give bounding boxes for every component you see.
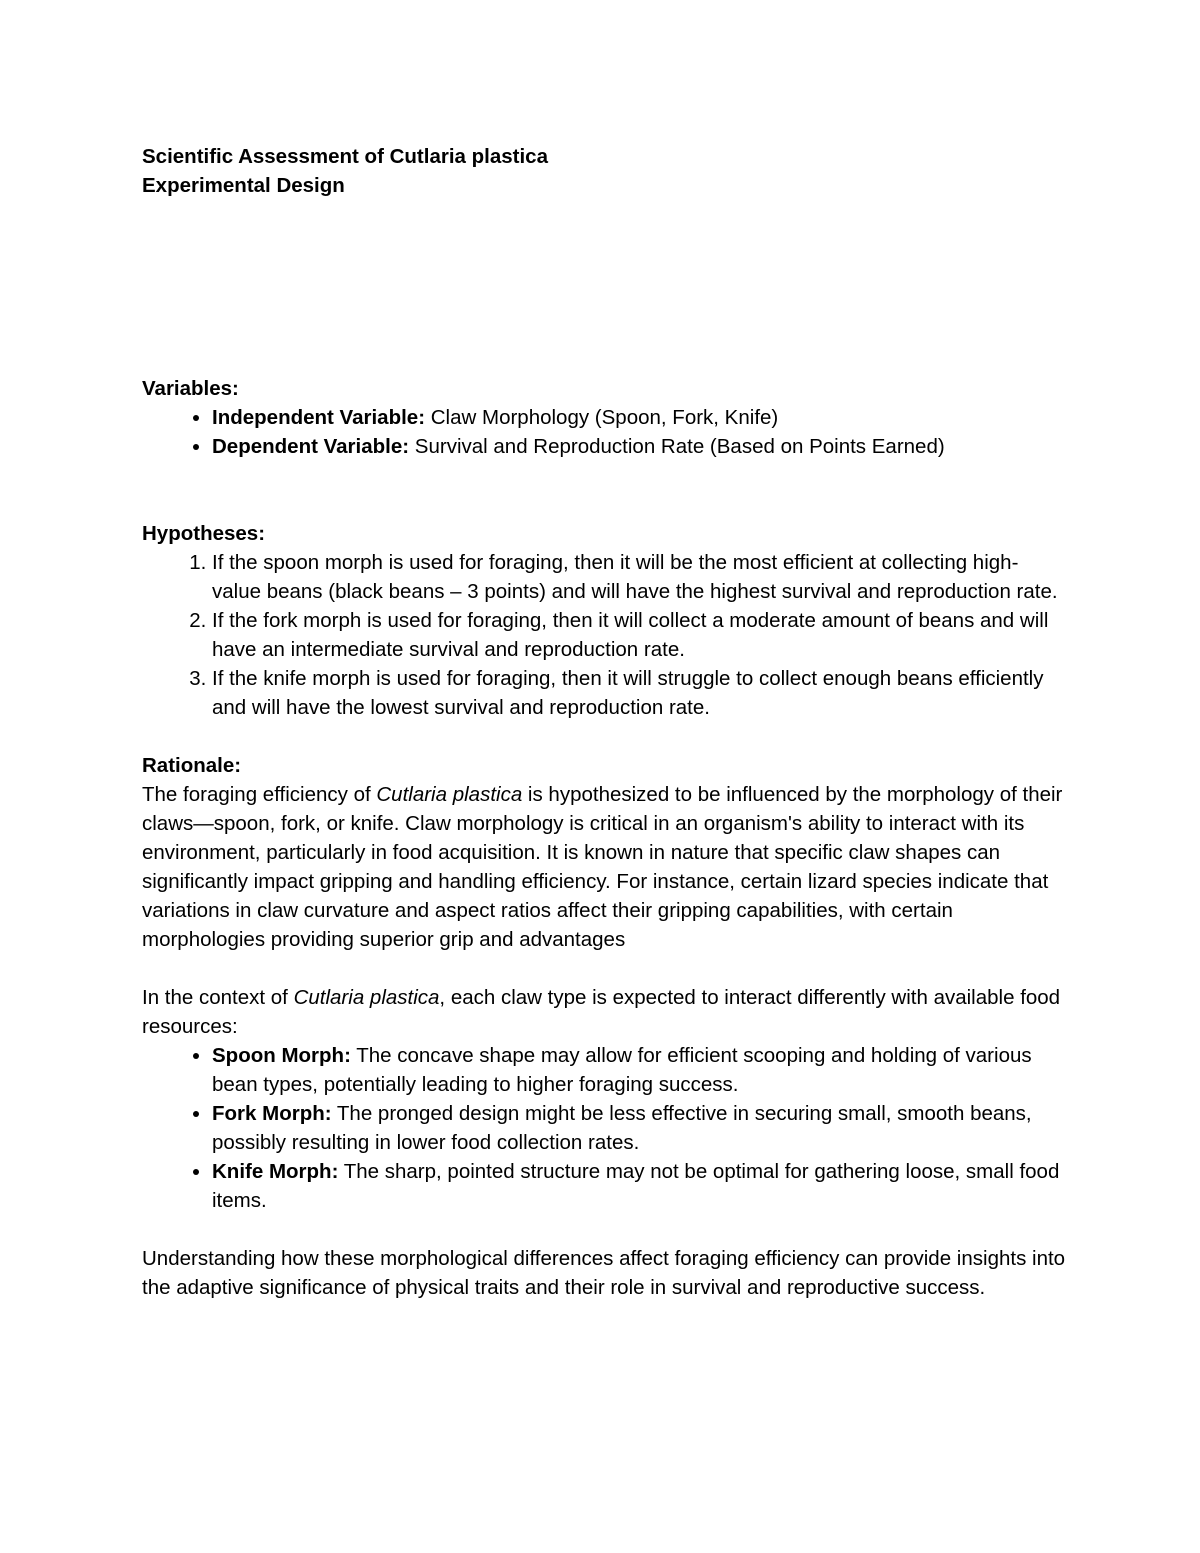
species-name: Cutlaria plastica: [376, 783, 523, 806]
species-name: Cutlaria plastica: [293, 986, 440, 1009]
variables-section: [142, 374, 1067, 461]
text-run: , each claw type is expected to interact differently with available food resources:: [142, 986, 1061, 1038]
rationale-section: [142, 751, 1067, 1302]
fork-morph-text: The pronged design might be less effective in securing small, smooth beans, possibly resulting in lower food collection rates.: [212, 1102, 1032, 1154]
variables-heading: Variables:: [142, 377, 239, 400]
independent-variable-term: Independent Variable:: [212, 406, 426, 429]
text-run: The foraging efficiency of: [142, 783, 377, 806]
list-item: [212, 403, 1067, 432]
dependent-variable-text: Survival and Reproduction Rate (Based on Points Earned): [409, 435, 945, 458]
document-body: [142, 142, 1067, 1302]
list-item: 2. If the fork morph is used for foraging, then it will collect a moderate amount of beans and will have an intermediate survival and reproduction rate.: [212, 606, 1067, 664]
fork-morph-term: Fork Morph:: [212, 1102, 332, 1125]
independent-variable-text: Claw Morphology (Spoon, Fork, Knife): [425, 406, 779, 429]
context-paragraph: [142, 983, 1067, 1041]
list-item: 3. If the knife morph is used for foraging, then it will struggle to collect enough beans efficiently and will have the lowest survival and reproduction rate.: [212, 664, 1067, 722]
list-item: [212, 1099, 1067, 1157]
list-item: [212, 432, 1067, 461]
conclusion-paragraph: Understanding how these morphological differences affect foraging efficiency can provide insights into the adaptive significance of physical traits and their role in survival and reproductive success.: [142, 1247, 1066, 1299]
text-run: is hypothesized to be influenced by the morphology of their claws—spoon, fork, or knife. Claw morphology is critical in an organism's ability to interact with its environment, particularly in food acquisition. It is known in nature that specific claw shapes can significantly impact gripping and handling efficiency. For instance, certain lizard species indicate that variations in claw curvature and aspect ratios affect their gripping capabilities, with certain morphologies providing superior grip and advantages: [142, 783, 1063, 951]
list-item: [212, 1157, 1067, 1215]
hypotheses-section: [142, 519, 1067, 722]
knife-morph-text: The sharp, pointed structure may not be optimal for gathering loose, small food items.: [212, 1160, 1060, 1212]
list-item: 1. If the spoon morph is used for foraging, then it will be the most efficient at collecting high-value beans (black beans – 3 points) and will have the highest survival and reproduction rate.: [212, 548, 1067, 606]
rationale-paragraph: [142, 780, 1067, 954]
morph-list: [142, 1041, 1067, 1215]
document-subtitle: Experimental Design: [142, 174, 345, 197]
dependent-variable-term: Dependent Variable:: [212, 435, 410, 458]
knife-morph-term: Knife Morph:: [212, 1160, 339, 1183]
hypotheses-heading: Hypotheses:: [142, 522, 266, 545]
hypotheses-list: [142, 548, 1067, 722]
list-item: [212, 1041, 1067, 1099]
spoon-morph-text: The concave shape may allow for efficient scooping and holding of various bean types, potentially leading to higher foraging success.: [212, 1044, 1032, 1096]
text-run: In the context of: [142, 986, 294, 1009]
variables-list: [142, 403, 1067, 461]
rationale-heading: Rationale:: [142, 754, 242, 777]
spoon-morph-term: Spoon Morph:: [212, 1044, 351, 1067]
document-title: Scientific Assessment of Cutlaria plastica: [142, 145, 548, 168]
